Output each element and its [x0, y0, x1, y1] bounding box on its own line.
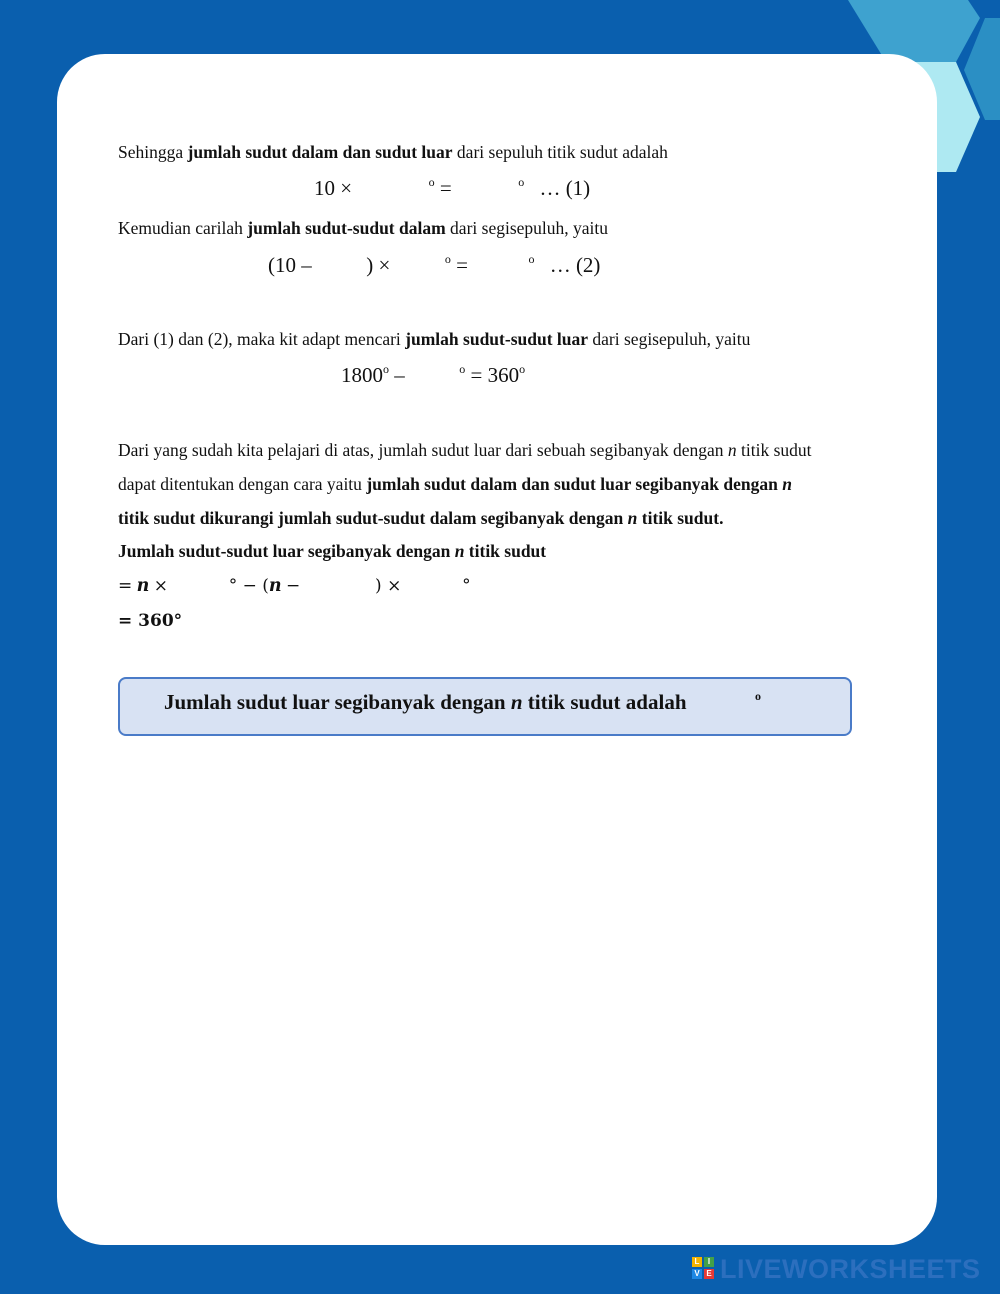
answer-input-eq3-subtract[interactable]: [410, 365, 454, 389]
answer-input-eq1-result[interactable]: [457, 178, 513, 202]
conclusion-box: [118, 677, 852, 736]
paragraph-sum-outer: Dari (1) dan (2), maka kit adapt mencari jumlah sudut-sudut luar dari segisepuluh, yaitu: [118, 329, 751, 349]
equation-1: 10 × $^o$ = $^o$ … (1): [314, 175, 591, 200]
answer-input-eq2-result[interactable]: [473, 255, 523, 279]
answer-input-formula-angle[interactable]: [172, 576, 224, 596]
formula-line-2: = 360°: [118, 611, 183, 631]
answer-input-eq2-subtract[interactable]: [317, 255, 361, 279]
paragraph-general-line-3: titik sudut dikurangi jumlah sudut-sudut dalam segibanyak dengan n titik sudut.: [118, 508, 724, 528]
paragraph-general-line-2: dapat ditentukan dengan cara yaitu jumlah sudut dalam dan sudut luar segibanyak dengan n: [118, 474, 792, 494]
equation-3: 1800$^o$ – $^o$ = 360$^o$: [341, 362, 526, 387]
answer-input-formula-angle-2[interactable]: [406, 576, 458, 596]
answer-input-eq1-angle[interactable]: [357, 178, 423, 202]
paragraph-sum-inner-outer: Sehingga jumlah sudut dalam dan sudut luar dari sepuluh titik sudut adalah: [118, 142, 668, 162]
liveworksheets-wordmark: LIVEWORKSHEETS: [720, 1254, 981, 1284]
conclusion-text: Jumlah sudut luar segibanyak dengan n titik sudut adalah $^o$: [164, 689, 761, 714]
formula-line-1: = n × ° − (n − ) × °: [118, 576, 471, 596]
answer-input-conclusion[interactable]: [692, 692, 750, 716]
formula-heading: Jumlah sudut-sudut luar segibanyak dengan n titik sudut: [118, 541, 547, 561]
equation-2: (10 – ) × $^o$ = $^o$ … (2): [268, 252, 601, 277]
answer-input-formula-subtract[interactable]: [305, 576, 371, 596]
paragraph-sum-inner: Kemudian carilah jumlah sudut-sudut dalam dari segisepuluh, yaitu: [118, 218, 608, 238]
paragraph-general-line-1: Dari yang sudah kita pelajari di atas, jumlah sudut luar dari sebuah segibanyak dengan n titik sudut: [118, 440, 812, 460]
liveworksheets-logo-icon: L I V E: [692, 1257, 716, 1281]
answer-input-eq2-angle[interactable]: [396, 255, 440, 279]
